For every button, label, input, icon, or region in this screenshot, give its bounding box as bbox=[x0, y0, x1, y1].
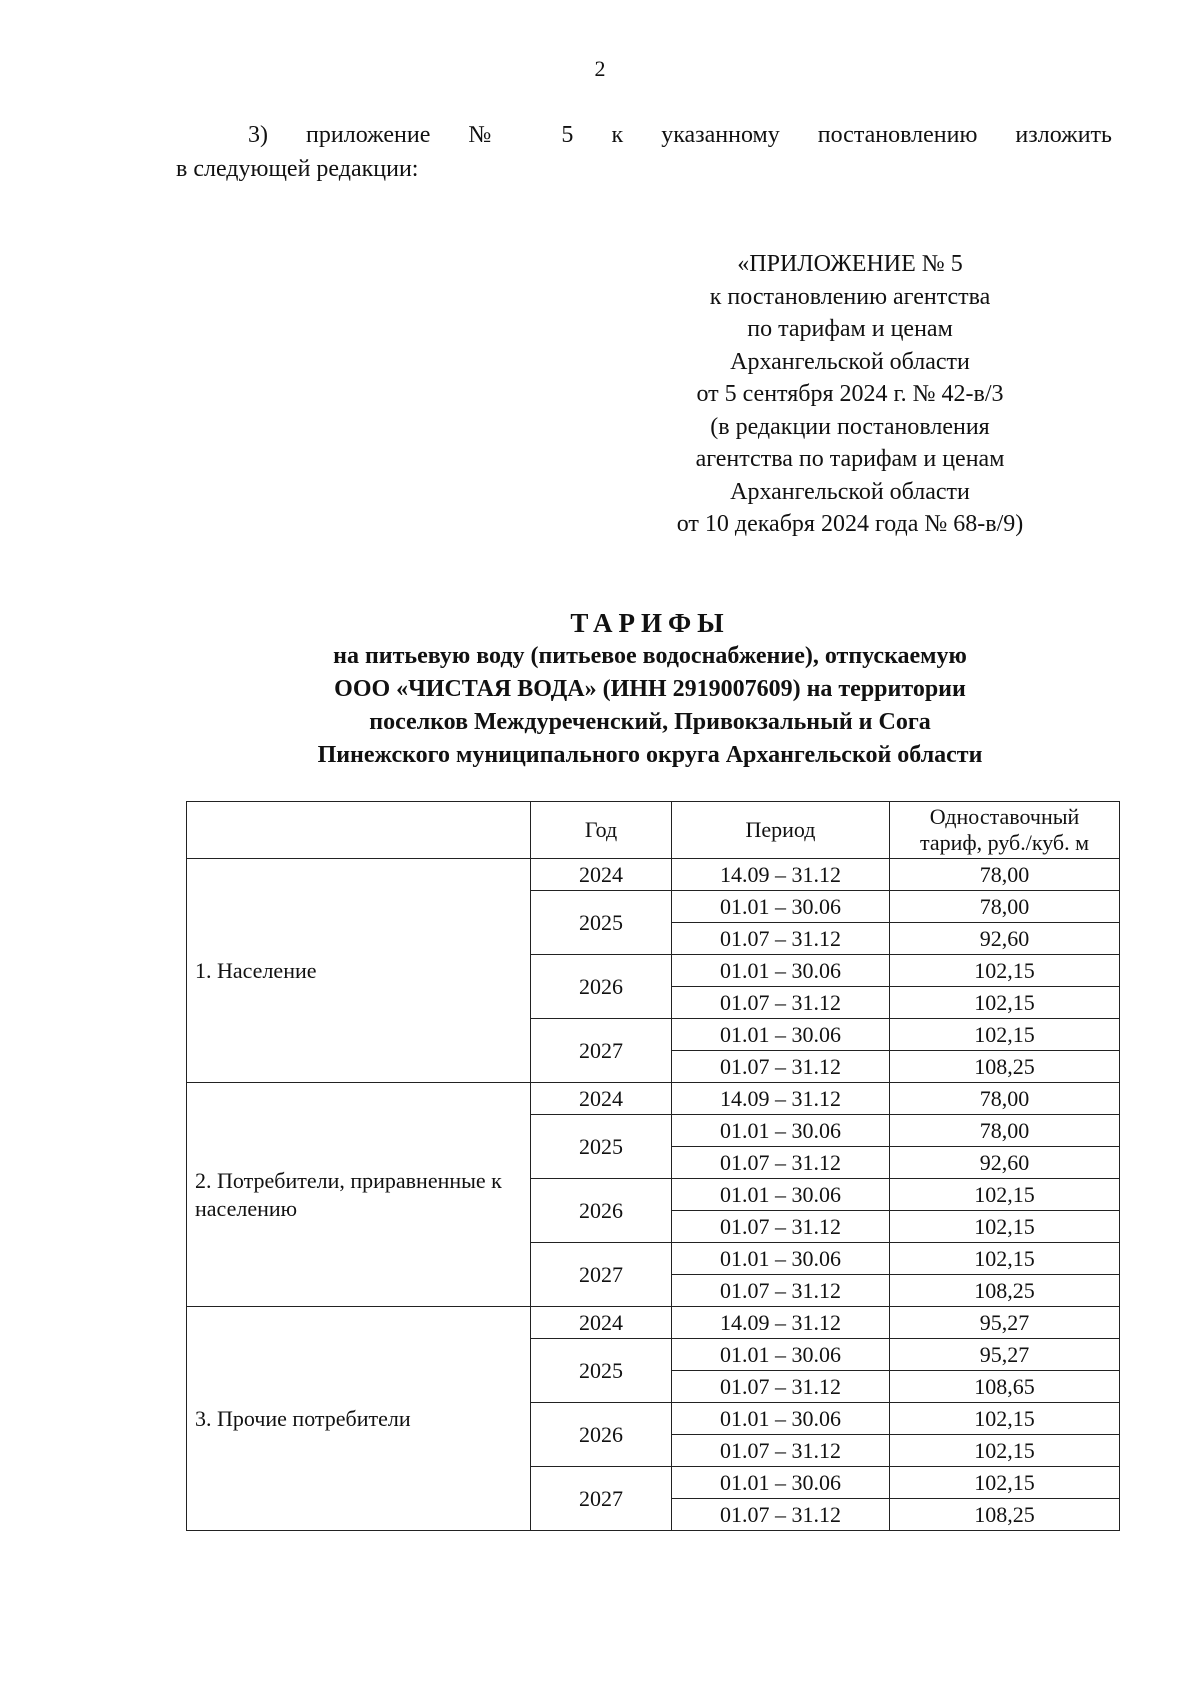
period-cell: 14.09 – 31.12 bbox=[672, 1307, 890, 1339]
header-tariff: Одноставочный тариф, руб./куб. м bbox=[890, 802, 1120, 859]
year-cell: 2027 bbox=[531, 1019, 672, 1083]
period-cell: 01.07 – 31.12 bbox=[672, 923, 890, 955]
tariff-cell: 108,25 bbox=[890, 1499, 1120, 1531]
tariff-cell: 92,60 bbox=[890, 1147, 1120, 1179]
period-cell: 01.07 – 31.12 bbox=[672, 1147, 890, 1179]
tariff-cell: 108,25 bbox=[890, 1275, 1120, 1307]
appendix-line: Архангельской области bbox=[730, 478, 970, 505]
period-cell: 01.07 – 31.12 bbox=[672, 1371, 890, 1403]
year-cell: 2025 bbox=[531, 1115, 672, 1179]
title-line: Пинежского муниципального округа Архангельской области bbox=[317, 742, 983, 768]
period-cell: 01.01 – 30.06 bbox=[672, 1403, 890, 1435]
tariff-table bbox=[186, 801, 1120, 1531]
title-line: ООО «ЧИСТАЯ ВОДА» (ИНН 2919007609) на территории bbox=[334, 676, 966, 702]
year-cell: 2024 bbox=[531, 1083, 672, 1115]
tariff-cell: 102,15 bbox=[890, 1435, 1120, 1467]
year-cell: 2024 bbox=[531, 1307, 672, 1339]
tariff-cell: 102,15 bbox=[890, 955, 1120, 987]
tariff-cell: 102,15 bbox=[890, 1211, 1120, 1243]
header-category bbox=[187, 802, 531, 859]
table-row bbox=[187, 1307, 1120, 1339]
period-cell: 01.07 – 31.12 bbox=[672, 1051, 890, 1083]
intro-paragraph bbox=[176, 118, 1112, 186]
title-line: на питьевую воду (питьевое водоснабжение), отпускаемую bbox=[333, 643, 967, 669]
year-cell: 2025 bbox=[531, 1339, 672, 1403]
period-cell: 01.07 – 31.12 bbox=[672, 1211, 890, 1243]
appendix-heading bbox=[620, 248, 1080, 541]
tariff-cell: 108,25 bbox=[890, 1051, 1120, 1083]
year-cell: 2027 bbox=[531, 1467, 672, 1531]
tariff-cell: 78,00 bbox=[890, 1115, 1120, 1147]
page-number: 2 bbox=[594, 56, 606, 81]
tariff-cell: 95,27 bbox=[890, 1339, 1120, 1371]
period-cell: 14.09 – 31.12 bbox=[672, 1083, 890, 1115]
intro-line-2: в следующей редакции: bbox=[176, 156, 419, 182]
period-cell: 01.01 – 30.06 bbox=[672, 1019, 890, 1051]
table-row bbox=[187, 859, 1120, 891]
tariff-cell: 78,00 bbox=[890, 891, 1120, 923]
table-body bbox=[187, 859, 1120, 1531]
appendix-line: от 5 сентября 2024 г. № 42-в/3 bbox=[696, 381, 1004, 407]
period-cell: 01.07 – 31.12 bbox=[672, 1435, 890, 1467]
year-cell: 2025 bbox=[531, 891, 672, 955]
document-title bbox=[180, 606, 1120, 772]
tariff-cell: 78,00 bbox=[890, 1083, 1120, 1115]
year-cell: 2026 bbox=[531, 955, 672, 1019]
period-cell: 01.01 – 30.06 bbox=[672, 891, 890, 923]
tariff-cell: 95,27 bbox=[890, 1307, 1120, 1339]
appendix-line: по тарифам и ценам bbox=[747, 316, 953, 342]
tariff-cell: 92,60 bbox=[890, 923, 1120, 955]
period-cell: 01.01 – 30.06 bbox=[672, 1339, 890, 1371]
year-cell: 2024 bbox=[531, 859, 672, 891]
tariff-cell: 102,15 bbox=[890, 1403, 1120, 1435]
consumer-group-label: 1. Население bbox=[187, 859, 531, 1083]
tariff-cell: 102,15 bbox=[890, 1019, 1120, 1051]
tariff-cell: 108,65 bbox=[890, 1371, 1120, 1403]
tariff-cell: 102,15 bbox=[890, 1179, 1120, 1211]
period-cell: 01.01 – 30.06 bbox=[672, 1243, 890, 1275]
period-cell: 01.07 – 31.12 bbox=[672, 987, 890, 1019]
year-cell: 2026 bbox=[531, 1403, 672, 1467]
period-cell: 01.07 – 31.12 bbox=[672, 1499, 890, 1531]
table-row bbox=[187, 1083, 1120, 1115]
header-year: Год bbox=[531, 802, 672, 859]
tariff-cell: 78,00 bbox=[890, 859, 1120, 891]
period-cell: 01.07 – 31.12 bbox=[672, 1275, 890, 1307]
period-cell: 01.01 – 30.06 bbox=[672, 1115, 890, 1147]
consumer-group-label: 2. Потребители, приравненные к населению bbox=[187, 1083, 531, 1307]
header-period: Период bbox=[672, 802, 890, 859]
year-cell: 2026 bbox=[531, 1179, 672, 1243]
period-cell: 01.01 – 30.06 bbox=[672, 1179, 890, 1211]
appendix-line: «ПРИЛОЖЕНИЕ № 5 bbox=[737, 251, 963, 277]
appendix-line: Архангельской области bbox=[730, 348, 970, 375]
appendix-line: агентства по тарифам и ценам bbox=[695, 446, 1005, 472]
appendix-line: к постановлению агентства bbox=[709, 283, 991, 310]
tariff-cell: 102,15 bbox=[890, 1467, 1120, 1499]
period-cell: 14.09 – 31.12 bbox=[672, 859, 890, 891]
title-line: поселков Междуреченский, Привокзальный и Сога bbox=[369, 709, 931, 735]
consumer-group-label: 3. Прочие потребители bbox=[187, 1307, 531, 1531]
title-main: ТАРИФЫ bbox=[570, 608, 730, 638]
table-header-row bbox=[187, 802, 1120, 859]
appendix-line: от 10 декабря 2024 года № 68-в/9) bbox=[676, 511, 1024, 537]
period-cell: 01.01 – 30.06 bbox=[672, 1467, 890, 1499]
appendix-line: (в редакции постановления bbox=[710, 413, 990, 440]
year-cell: 2027 bbox=[531, 1243, 672, 1307]
period-cell: 01.01 – 30.06 bbox=[672, 955, 890, 987]
tariff-cell: 102,15 bbox=[890, 987, 1120, 1019]
tariff-cell: 102,15 bbox=[890, 1243, 1120, 1275]
intro-line-1: 3) приложение № 5 к указанному постановлению изложить bbox=[248, 122, 1112, 148]
